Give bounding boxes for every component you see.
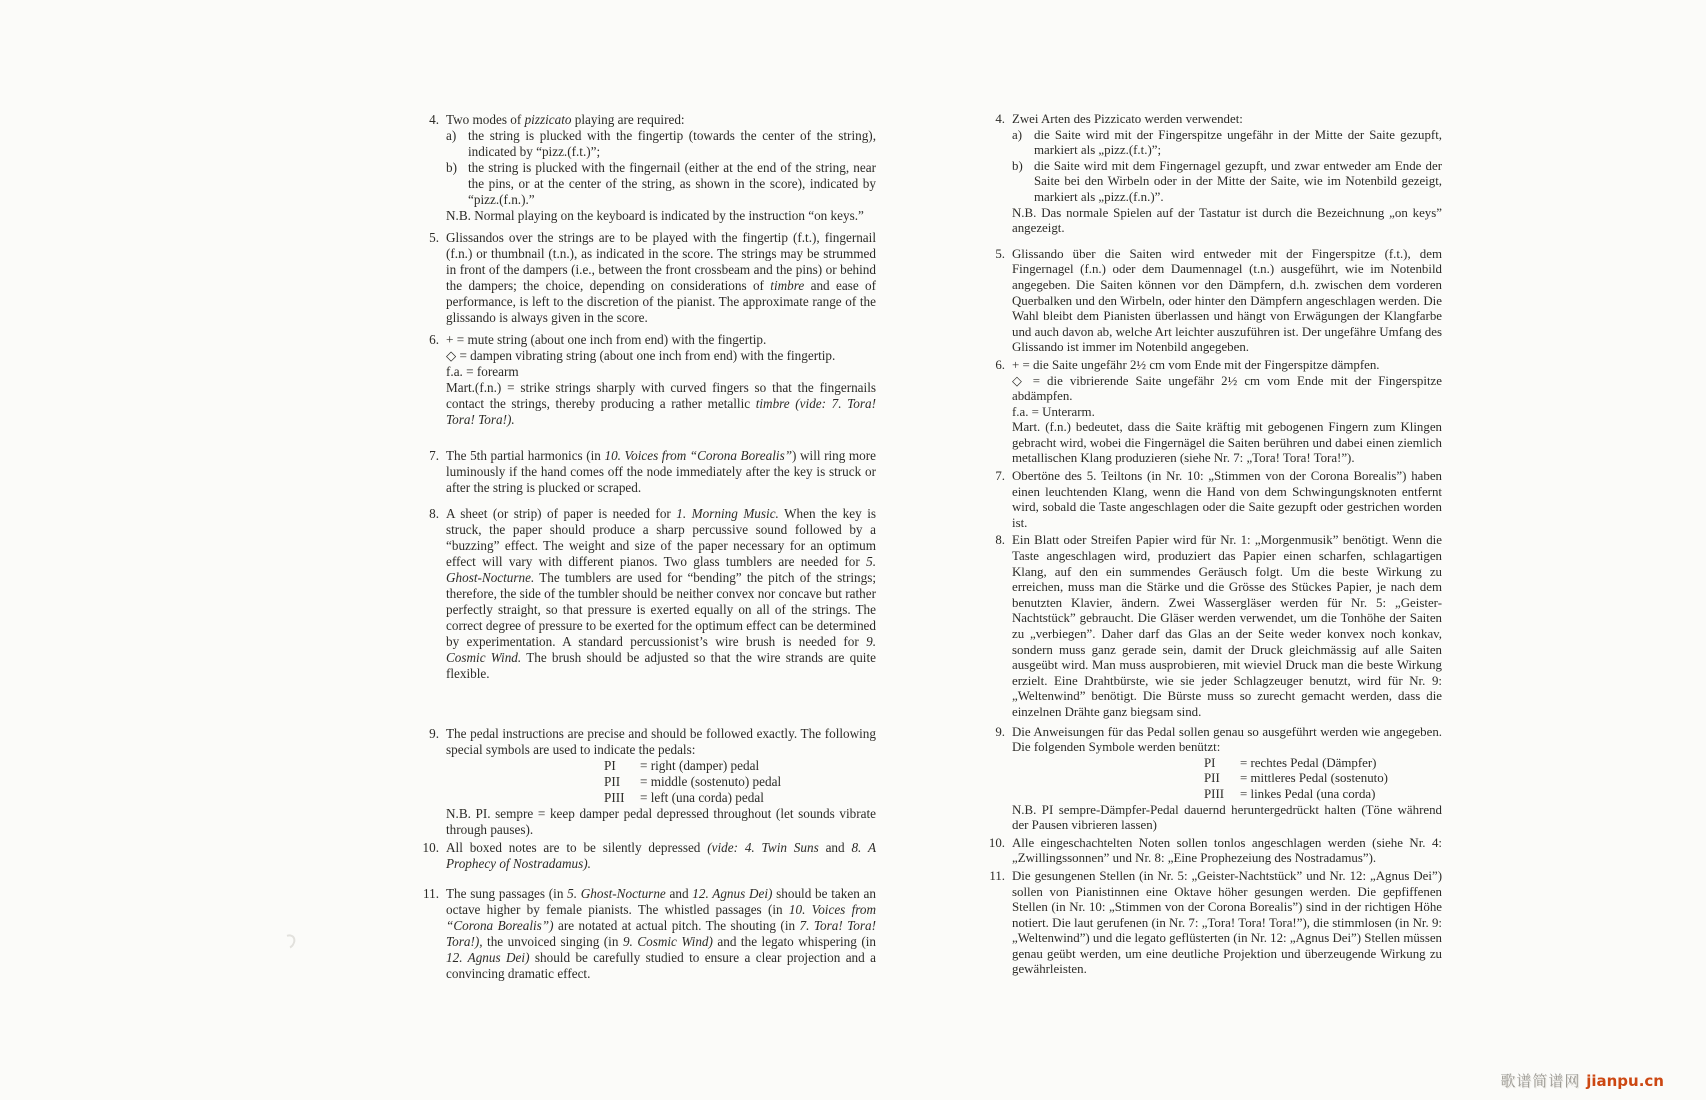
instruction-item-en-4 [418,112,876,224]
instruction-item-de-4 [984,112,1442,237]
item-number: 9. [995,724,1005,739]
pedal-definition: = middle (sostenuto) pedal [640,774,782,789]
symbol-definition-martellato: Mart. (f.n.) bedeutet, dass die Saite kräftig mit gebogenen Fingern zum Klingen gebracht wird, wobei die Fingernägel die Saiten berühren und dabei einen ziemlich metallischen Klang produzieren (siehe Nr. 7: „Tora! Tora! Tora!”). [1012,420,1442,466]
nb-note: N.B. Das normale Spielen auf der Tastatur ist durch die Bezeichnung „on keys” angezeigt. [1012,205,1442,236]
item-text: Die gesungenen Stellen (in Nr. 5: „Geister-Nachtstück” und Nr. 12: „Agnus Dei”) sollen von Pianistinnen eine Oktave höher gesungen werden. Die gepfiffenen Stellen (in Nr. 10: „Stimmen von der Corona Borealis”) sind in der richtigen Höhe notiert. Die laut gerufenen (in Nr. 7: „Tora! Tora! Tora!”), die stimmlosen (in Nr. 9: „Weltenwind”) und die legato geflüsterten (in Nr. 12: „Agnus Dei”) Stellen müssen genau geübt werden, um eine deutliche Projektion und überzeugende Wirkung zu gewährleisten. [1012,868,1442,977]
item-number: 4. [429,112,439,127]
symbol-definition-forearm: f.a. = forearm [446,364,519,379]
pedal-line-PI [1204,756,1442,772]
sub-item-a [1012,128,1442,159]
item-number: 8. [995,533,1005,548]
pedal-symbol: PI [1204,755,1216,770]
item-number: 11. [423,886,439,901]
pedal-line-PII [1204,771,1442,787]
watermark [1500,1070,1664,1091]
pedal-symbol: PI [604,758,616,773]
item-number: 9. [429,726,439,741]
item-number: 7. [995,469,1005,484]
scan-artifact [280,932,298,951]
item-number: 4. [995,112,1005,126]
item-number: 11. [989,868,1005,883]
sub-item-text: the string is plucked with the fingernail (either at the end of the string, near the pins, or at the center of the string, as shown in the score), indicated by “pizz.(f.n.).” [468,160,876,207]
item-number: 7. [429,448,439,463]
nb-note: N.B. PI sempre-Dämpfer-Pedal dauernd heruntergedrückt halten (Töne während der Pausen vibrieren lassen) [1012,802,1442,833]
pedal-definition: = linkes Pedal (una corda) [1240,786,1376,801]
sub-item-marker: b) [1012,158,1023,173]
item-number: 5. [429,230,439,245]
pedal-symbol: PII [604,774,621,789]
item-number: 6. [995,357,1005,372]
pedal-line-PI [604,758,876,774]
item-intro: Die Anweisungen für das Pedal sollen genau so ausgeführt werden wie angegeben. Die folgenden Symbole werden benützt: [1012,724,1442,755]
instruction-item-en-5 [418,230,876,326]
item-number: 8. [429,506,439,521]
pedal-symbol: PII [1204,771,1220,786]
sub-item-a [446,128,876,160]
symbol-definition-plus: + = die Saite ungefähr 2½ cm vom Ende mit der Fingerspitze dämpfen. [1012,357,1380,372]
item-intro: Two modes of pizzicato playing are required: [446,112,685,127]
sub-item-marker: b) [446,160,457,175]
instruction-item-en-8 [418,506,876,682]
item-number: 5. [995,246,1005,261]
item-text: Glissando über die Saiten wird entweder mit der Fingerspitze (f.t.), dem Fingernagel (f.n.) oder dem Daumennagel (t.n.) ausgeführt, wie im Notenbild angegeben. Die Saiten können vor den Dämpfern, d.h. zwischen dem vorderen Querbalken und den Wirbeln, oder hinter den Dämpfern angeschlagen werden. Die Wahl bleibt dem Pianisten überlassen und hängt von Erwägungen der Klangfarbe und auch davon ab, welche Art leichter auszuführen ist. Der ungefähre Umfang des Glissando ist immer im Notenbild angegeben. [1012,246,1442,355]
symbol-definition-diamond: ◇ = die vibrierende Saite ungefähr 2½ cm vom Ende mit der Fingerspitze abdämpfen. [1012,373,1442,404]
sub-item-text: die Saite wird mit der Fingerspitze ungefähr in der Mitte der Saite gezupft, markiert als „pizz.(f.t.)”; [1034,127,1442,158]
nb-note: N.B. Normal playing on the keyboard is indicated by the instruction “on keys.” [446,208,864,223]
item-number: 10. [422,840,439,855]
instruction-item-en-7 [418,448,876,496]
item-text: All boxed notes are to be silently depressed (vide: 4. Twin Suns and 8. A Prophecy of Nostradamus). [446,840,876,871]
column-english [418,112,876,982]
symbol-definition-forearm: f.a. = Unterarm. [1012,404,1095,419]
sub-item-b [446,160,876,208]
item-text: Glissandos over the strings are to be played with the fingertip (f.t.), fingernail (f.n.) or thumbnail (t.n.), as indicated in the score. The strings may be strummed in front of the dampers (i.e., between the front crossbeam and the pins) or behind the dampers; the choice, depending on considerations of timbre and ease of performance, is left to the discretion of the pianist. The approximate range of the glissando is always given in the score. [446,230,876,325]
sub-item-marker: a) [446,128,457,143]
symbol-definition-martellato: Mart.(f.n.) = strike strings sharply with curved fingers so that the fingernails contact the strings, thereby producing a rather metallic timbre (vide: 7. Tora! Tora! Tora!). [446,380,876,427]
pedal-line-PIII [1204,787,1442,803]
instruction-item-de-6 [984,358,1442,467]
item-intro: The pedal instructions are precise and should be followed exactly. The following special symbols are used to indicate the pedals: [446,726,876,757]
sub-item-b [1012,159,1442,206]
instruction-item-de-9 [984,725,1442,834]
item-text: Obertöne des 5. Teiltons (in Nr. 10: „Stimmen von der Corona Borealis”) haben einen leuchtenden Klang, wenn die Hand von dem Schwingungsknoten entfernt wird, sobald die Taste angeschlagen oder die Saite gezupft oder gestrichen worden ist. [1012,469,1442,530]
item-text: A sheet (or strip) of paper is needed for 1. Morning Music. When the key is struck, the paper should produce a sharp percussive sound followed by a “buzzing” effect. The weight and size of the paper necessary for an optimum effect will vary with different pianos. Two glass tumblers are needed for 5. Ghost-Nocturne. The tumblers are used for “bending” the pitch of the strings; therefore, the side of the tumbler should be neither convex nor concave but rather perfectly straight, so that pressure is exerted equally on all of the strings. The correct degree of pressure to be exerted for the optimum effect can be determined by experimentation. A standard percussionist’s wire brush is needed for 9. Cosmic Wind. The brush should be adjusted so that the wire strands are quite flexible. [446,506,877,681]
instruction-item-de-11 [984,869,1442,978]
item-number: 10. [988,835,1005,850]
pedal-definition: = rechtes Pedal (Dämpfer) [1240,755,1377,770]
nb-note: N.B. PI. sempre = keep damper pedal depressed throughout (let sounds vibrate through pauses). [446,806,876,837]
column-german [984,112,1442,978]
sub-item-marker: a) [1012,127,1023,142]
instruction-item-de-8 [984,533,1442,720]
instruction-item-de-5 [984,247,1442,356]
pedal-line-PIII [604,790,876,806]
pedal-definition: = mittleres Pedal (sostenuto) [1240,771,1388,786]
watermark-site-name: 歌谱简谱网 [1500,1072,1581,1090]
item-text: Ein Blatt oder Streifen Papier wird für Nr. 1: „Morgenmusik” benötigt. Wenn die Taste angeschlagen wird, produziert das Papier einen scharfen, schlagartigen Klang, auf den ein summendes Geräusch folgt. Um die beste Wirkung zu erreichen, muss man die Stärke und die Grösse des Stückes Papier, je nach dem benutzten Klavier, ändern. Zwei Wassergläser werden für Nr. 5: „Geister-Nachtstück” gebraucht. Die Gläser werden verwendet, um die Tonhöhe der Saiten zu „verbiegen”. Daher darf das Glas an der Seite weder konvex noch konkav, sondern muss ganz gerade sein, damit der Druck gleichmässig auf alle Saiten ausgeübt wird. Man muss ausprobieren, mit wieviel Druck man die beste Wirkung erzielt. Eine Drahtbürste, wie sie jeder Schlagzeuger benutzt, wird für Nr. 9: „Weltenwind” benötigt. Die Bürste muss so zurecht gemacht werden, dass die einzelnen Drähte ganz biegsam sind. [1012,533,1442,719]
watermark-site-url: jianpu.cn [1586,1072,1664,1090]
symbol-definition-plus: + = mute string (about one inch from end) with the fingertip. [446,332,767,347]
pedal-symbol: PIII [1204,786,1225,801]
symbol-definition-diamond: ◇ = dampen vibrating string (about one inch from end) with the fingertip. [446,348,836,363]
instruction-item-en-9 [418,726,876,838]
instruction-item-de-10 [984,836,1442,867]
item-number: 6. [429,332,439,347]
item-text: The 5th partial harmonics (in 10. Voices from “Corona Borealis”) will ring more luminously if the hand comes off the node immediately after the key is struck or after the string is plucked or scraped. [446,448,877,495]
item-text: Alle eingeschachtelten Noten sollen tonlos angeschlagen werden (siehe Nr. 4: „Zwillingssonnen” und Nr. 8: „Eine Prophezeiung des Nostradamus”). [1012,835,1442,866]
pedal-definition: = right (damper) pedal [640,758,760,773]
instruction-item-de-7 [984,469,1442,531]
pedal-symbol: PIII [604,790,625,805]
item-intro: Zwei Arten des Pizzicato werden verwendet: [1012,112,1243,126]
instruction-item-en-6 [418,332,876,428]
instruction-item-en-10 [418,840,876,872]
pedal-definition: = left (una corda) pedal [640,790,764,805]
pedal-line-PII [604,774,876,790]
item-text: The sung passages (in 5. Ghost-Nocturne and 12. Agnus Dei) should be taken an octave higher by female pianists. The whistled passages (in 10. Voices from “Corona Borealis”) are notated at actual pitch. The shouting (in 7. Tora! Tora! Tora!), the unvoiced singing (in 9. Cosmic Wind) and the legato whispering (in 12. Agnus Dei) should be carefully studied to ensure a clear projection and a convincing dramatic effect. [446,886,877,981]
sub-item-text: die Saite wird mit dem Fingernagel gezupft, und zwar entweder am Ende der Saite bei den Wirbeln oder in der Mitte der Saite, wie im Notenbild gezeigt, markiert als „pizz.(f.n.)”. [1034,158,1442,204]
instruction-item-en-11 [418,886,876,982]
sub-item-text: the string is plucked with the fingertip (towards the center of the string), indicated by “pizz.(f.t.)”; [468,128,876,159]
